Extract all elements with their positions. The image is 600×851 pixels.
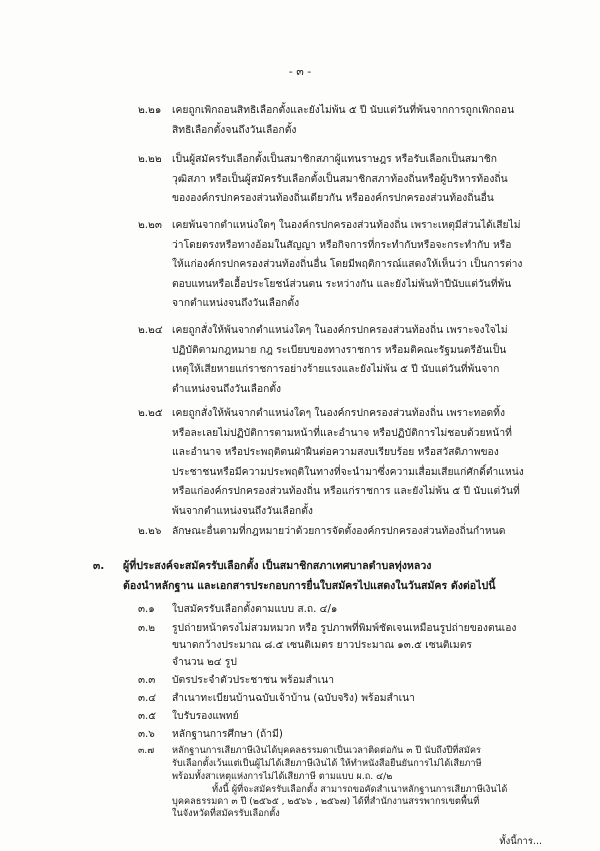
item-text: ว่าโดยตรงหรือทางอ้อมในสัญญา หรือกิจการที่กระทำกับหรือจะกระทำกับ หรือ [172, 238, 512, 251]
section-title: ต้องนำหลักฐาน และเอกสารประกอบการยื่นใบสมัครไปแสดงในวันสมัคร ดังต่อไปนี้ [123, 580, 496, 592]
paragraph-line: ในจังหวัดที่สมัครรับเลือกตั้ง [172, 808, 280, 819]
item-text: ตำแหน่งจนถึงวันเลือกตั้ง [172, 382, 282, 395]
item-text: เคยถูกเพิกถอนสิทธิเลือกตั้งและยังไม่พ้น ๕ ปี นับแต่วันที่พ้นจากการถูกเพิกถอน [172, 104, 515, 116]
list-item [138, 708, 239, 725]
item-text: หรือละเลยไม่ปฏิบัติการตามหน้าที่และอำนาจ หรือปฏิบัติการไม่ชอบด้วยหน้าที่ [172, 426, 512, 439]
continuation-text: ทั้งนี้การ... [499, 836, 542, 847]
item-text: จำนวน ๒๔ รูป [172, 656, 237, 668]
list-item [138, 672, 334, 689]
item-text: ประชาชนหรือมีความประพฤติในทางที่จะนำมาซึ่งความเสื่อมเสียแก่ศักดิ์ตำแหน่ง [172, 465, 524, 478]
list-item [138, 744, 482, 783]
item-text: จากตำแหน่งจนถึงวันเลือกตั้ง [172, 297, 300, 310]
item-text: หรือแก่องค์กรปกครองส่วนท้องถิ่น หรือแก่ราชการ และยังไม่พ้น ๕ ปี นับแต่วันที่ [172, 485, 520, 498]
item-text: เคยพ้นจากตำแหน่งใดๆ ในองค์กรปกครองส่วนท้องถิ่น เพราะเหตุมีส่วนได้เสียไม่ [172, 219, 521, 231]
item-text: รับเลือกตั้งเว้นแต่เป็นผู้ไม่ได้เสียภาษีเงินได้ ให้ทำหนังสือยืนยันการไม่ได้เสียภาษี [172, 758, 482, 769]
list-item [138, 522, 505, 542]
item-text: สิทธิเลือกตั้งจนถึงวันเลือกตั้ง [172, 123, 297, 136]
item-number: ๓.๖ [138, 728, 155, 740]
item-number: ๓.๗ [138, 745, 155, 756]
item-text: เหตุให้เสียหายแก่ราชการอย่างร้ายแรงและยังไม่พ้น ๕ ปี นับแต่วันที่พ้นจาก [172, 363, 500, 376]
page-number: - ๓ - [288, 65, 312, 78]
paragraph-line: ทั้งนี้ ผู้ที่จะสมัครรับเลือกตั้ง สามารถขอคัดสำเนาหลักฐานการเสียภาษีเงินได้ [212, 784, 508, 795]
item-number: ๓.๓ [138, 674, 156, 686]
item-number: ๓.๔ [138, 692, 157, 704]
item-text: ใบสมัครรับเลือกตั้งตามแบบ ส.ถ. ๔/๑ [172, 603, 338, 615]
list-item [138, 726, 283, 743]
list-item [138, 690, 415, 707]
item-text: ให้แก่องค์กรปกครองส่วนท้องถิ่นอื่น โดยมีพฤติการณ์แสดงให้เห็นว่า เป็นการต่าง [172, 258, 523, 271]
tax-note [172, 784, 507, 820]
list-item [138, 101, 514, 140]
item-number: ๒.๒๔ [138, 324, 163, 336]
item-text: บัตรประจำตัวประชาชน พร้อมสำเนา [172, 674, 334, 686]
list-item [138, 321, 508, 399]
item-text: ใบรับรองแพทย์ [172, 710, 239, 722]
paragraph-line: บุคคลธรรมดา ๓ ปี (๒๕๖๕ , ๒๕๖๖ , ๒๕๖๗) ได้ที่สำนักงานสรรพากรเขตพื้นที่ [172, 796, 480, 807]
item-text: หลักฐานการเสียภาษีเงินได้บุคคลธรรมดาเป็นเวลาติดต่อกัน ๓ ปี นับถึงปีที่สมัคร [172, 745, 481, 756]
item-text: เป็นผู้สมัครรับเลือกตั้งเป็นสมาชิกสภาผู้แทนราษฎร หรือรับเลือกเป็นสมาชิก [172, 153, 497, 165]
item-number: ๓.๕ [138, 710, 157, 722]
item-number: ๒.๒๒ [138, 153, 162, 165]
item-number: ๒.๒๓ [138, 219, 162, 231]
item-text: ขององค์กรปกครองส่วนท้องถิ่นเดียวกัน หรือองค์กรปกครองส่วนท้องถิ่นอื่น [172, 192, 494, 205]
item-number: ๒.๒๖ [138, 525, 162, 537]
item-text: ลักษณะอื่นตามที่กฎหมายว่าด้วยการจัดตั้งองค์กรปกครองส่วนท้องถิ่นกำหนด [172, 525, 506, 537]
item-text: รูปถ่ายหน้าตรงไม่สวมหมวก หรือ รูปภาพที่พิมพ์ชัดเจนเหมือนรูปถ่ายของตนเอง [172, 622, 517, 634]
section-title: ผู้ที่ประสงค์จะสมัครรับเลือกตั้ง เป็นสมาชิกสภาเทศบาลตำบลทุ่งหลวง [123, 560, 432, 572]
item-text: เคยถูกสั่งให้พ้นจากตำแหน่งใดๆ ในองค์กรปกครองส่วนท้องถิ่น เพราะทอดทิ้ง [172, 407, 505, 419]
item-text: พร้อมทั้งสาเหตุแห่งการไม่ได้เสียภาษี ตามแบบ ผ.ถ. ๔/๒ [172, 771, 393, 782]
item-number: ๒.๒๑ [138, 104, 162, 116]
list-item [138, 404, 524, 522]
list-item [138, 600, 337, 620]
item-text: สำเนาทะเบียนบ้านฉบับเจ้าบ้าน (ฉบับจริง) พร้อมสำเนา [172, 692, 415, 704]
item-text: หลักฐานการศึกษา (ถ้ามี) [172, 728, 283, 740]
item-text: ขนาดกว้างประมาณ ๘.๕ เซนติเมตร ยาวประมาณ ๑๓.๕ เซนติเมตร [172, 639, 472, 651]
item-text: ตอบแทนหรือเอื้อประโยชน์ส่วนตน ระหว่างกัน และยังไม่พ้นห้าปีนับแต่วันที่พ้น [172, 277, 512, 290]
item-text: ปฏิบัติตามกฎหมาย กฎ ระเบียบของทางราชการ หรือมติคณะรัฐมนตรีอันเป็น [172, 343, 507, 356]
item-number: ๓.๒ [138, 622, 156, 634]
item-text: เคยถูกสั่งให้พ้นจากตำแหน่งใดๆ ในองค์กรปกครองส่วนท้องถิ่น เพราะจงใจไม่ [172, 324, 508, 336]
item-text: พ้นจากตำแหน่งจนถึงวันเลือกตั้ง [172, 504, 313, 517]
list-item [138, 216, 522, 314]
item-text: วุฒิสภา หรือเป็นผู้สมัครรับเลือกตั้งเป็นสมาชิกสภาท้องถิ่นหรือผู้บริหารท้องถิ่น [172, 172, 508, 185]
list-item [138, 150, 508, 209]
item-text: และอำนาจ หรือประพฤติตนฝ่าฝืนต่อความสงบเรียบร้อย หรือสวัสดิภาพของ [172, 446, 499, 459]
item-number: ๒.๒๕ [138, 407, 163, 419]
item-number: ๓.๑ [138, 603, 155, 615]
list-item [138, 620, 516, 671]
section-number: ๓. [93, 560, 105, 572]
section-heading [93, 556, 495, 596]
